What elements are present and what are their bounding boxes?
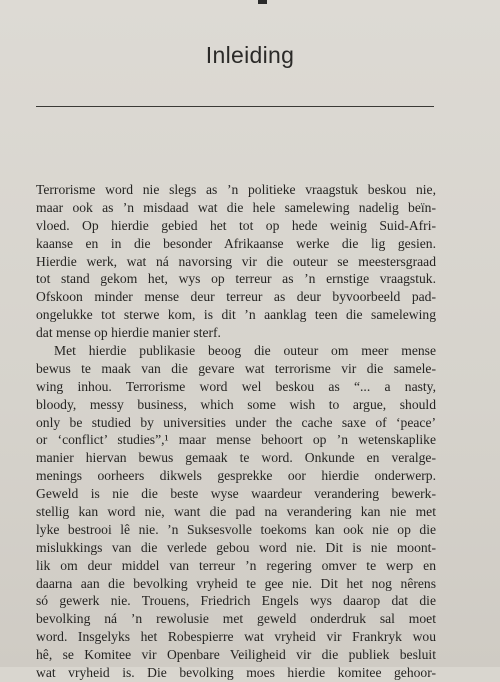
text-line: wing inhou. Terrorisme word wel beskou as “... a nasty,: [36, 378, 436, 394]
text-line: vloed. Op hierdie gebied het tot op hede weinig Suid-Afri-: [36, 217, 436, 233]
text-line: menings oorheers dikwels gesprekke oor hierdie onderwerp.: [36, 468, 436, 484]
chapter-title: Inleiding: [205, 42, 295, 68]
text-line: Terrorisme word nie slegs as ’n politieke vraagstuk beskou nie,: [36, 182, 436, 197]
text-line: bevolking ná ’n rewolusie met geweld onderdruk sal moet: [36, 611, 436, 627]
text-line: only be studied by universities under the cache saxe of ‘peace’: [36, 414, 436, 430]
text-line: wat vryheid is. Die bevolking moes hierdie komitee gehoor-: [36, 665, 436, 681]
text-line: kaanse en in die besonder Afrikaanse werke die lig gesien.: [36, 235, 436, 251]
text-line: tot stand gekom het, wys op terreur as ’n ernstige vraagstuk.: [36, 271, 436, 287]
text-line: lyke bestrooi lê nie. ’n Suksesvolle toekoms kan ook nie op die: [36, 521, 436, 537]
text-line: maar ook as ’n misdaad wat die hele samelewing nadelig beïn-: [36, 199, 436, 215]
title-rule: [36, 106, 434, 107]
text-line: Ofskoon minder mense deur terreur as deur byvoorbeeld pad-: [36, 289, 436, 305]
text-line: bloody, messy business, which some wish to argue, should: [36, 396, 436, 412]
text-line: só gewerk nie. Trouens, Friedrich Engels wys daarop dat die: [36, 593, 436, 609]
text-line: dat mense op hierdie manier sterf.: [36, 325, 221, 341]
text-line: daarna aan die bevolking vryheid te gee nie. Dit het nog nêrens: [36, 575, 436, 591]
text-line: stellig kan word nie, want die pad na verandering kan nie met: [36, 504, 436, 520]
text-line: or ‘conflict’ studies”,¹ maar mense behoort op ’n wetenskaplike: [36, 432, 436, 448]
text-line: bewus te maak van die gevare wat terrorisme vir die samele-: [36, 360, 436, 376]
text-line: Hierdie werk, wat ná navorsing vir die outeur se meestersgraad: [36, 253, 436, 269]
text-line: lik om deur middel van terreur ’n regering omver te werp en: [36, 557, 436, 573]
text-line: ongelukke tot sterwe kom, is dit ’n aanklag teen die samelewing: [36, 307, 436, 323]
text-line: Geweld is nie die beste wyse waardeur verandering bewerk-: [36, 486, 436, 502]
text-line: mislukkings van die verlede gebou word nie. Dit is nie moont-: [36, 539, 436, 555]
text-line: manier hiervan bewus gemaak te word. Onkunde en veralge-: [36, 450, 436, 466]
text-line: word. Insgelyks het Robespierre wat vryheid vir Frankryk wou: [36, 629, 436, 645]
text-line: Met hierdie publikasie beoog die outeur om meer mense: [54, 343, 436, 359]
chapter-body: [36, 181, 436, 682]
page-top-mark: [258, 0, 267, 4]
text-line: hê, se Komitee vir Openbare Veiligheid vir die publiek besluit: [36, 647, 436, 663]
